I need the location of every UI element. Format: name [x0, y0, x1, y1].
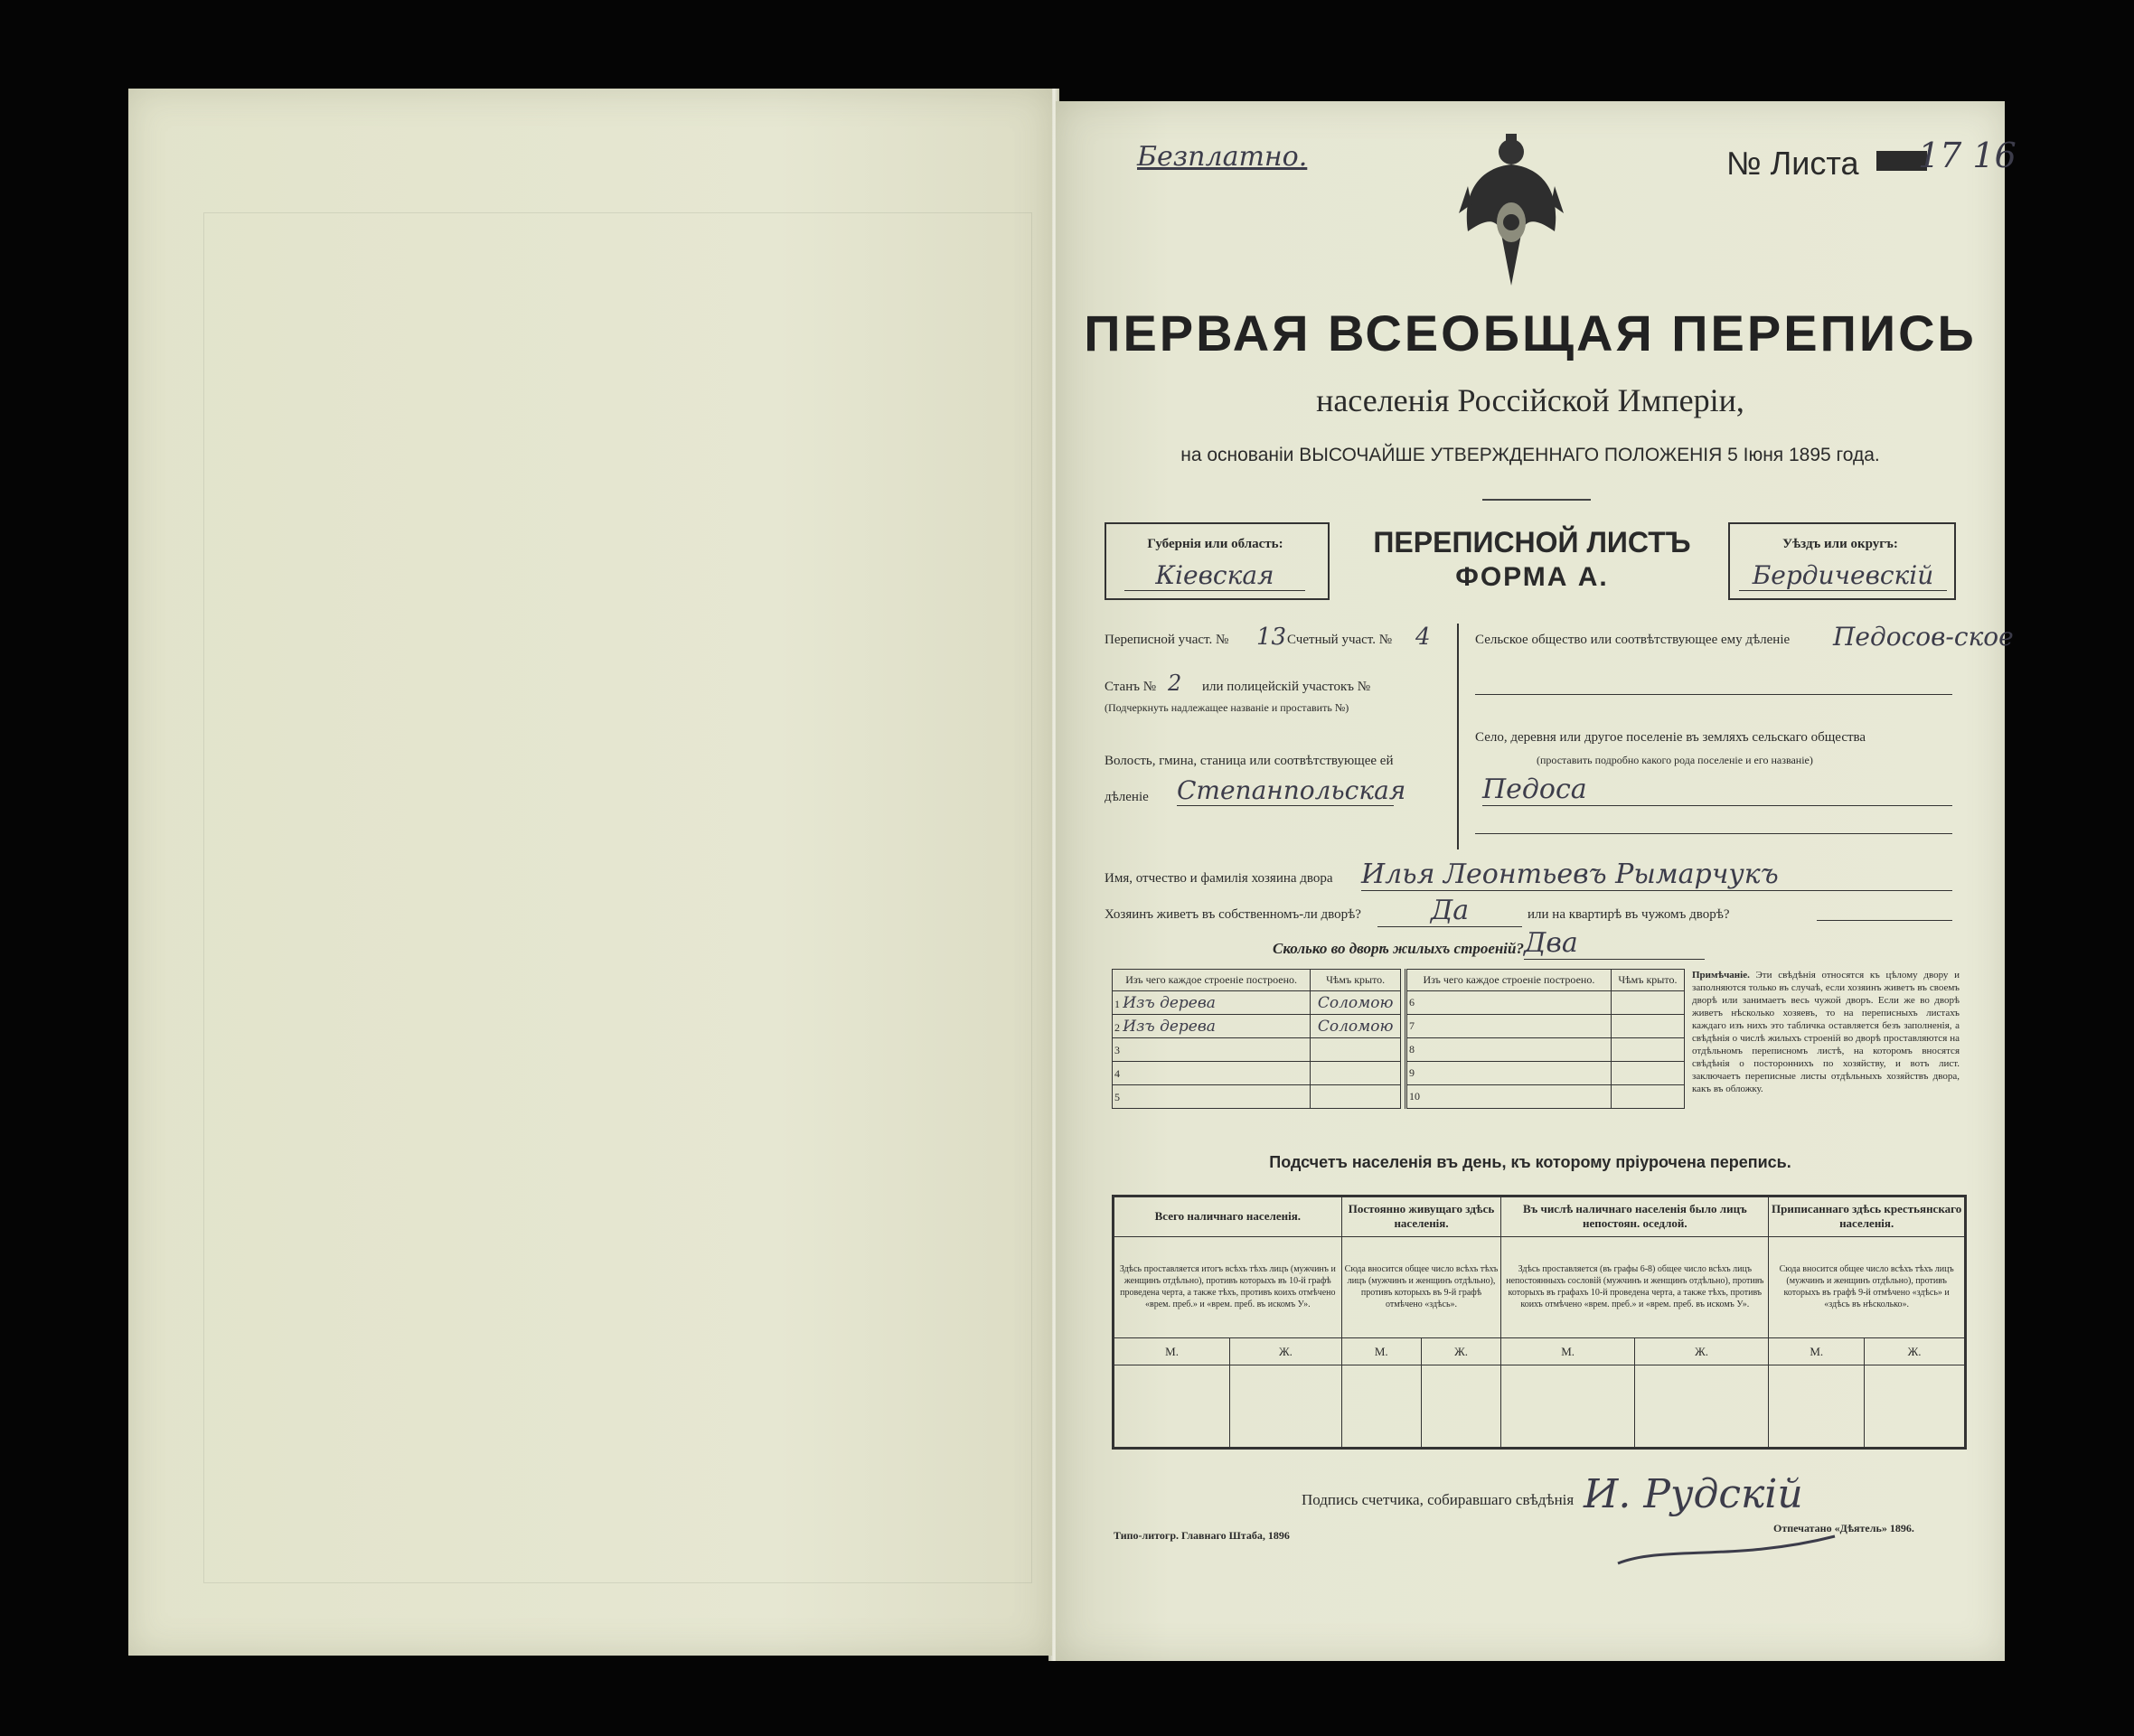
buildings-value: Два	[1524, 927, 1705, 960]
summary-col-head: Въ числѣ наличнаго населенія было лицъ непостоян. оседлой.	[1501, 1196, 1769, 1237]
counter-signature: И. Рудскій	[1584, 1471, 1803, 1517]
male-header: М.	[1341, 1337, 1421, 1365]
table-cell: Соломою	[1311, 1015, 1401, 1038]
table-cell	[1341, 1365, 1421, 1449]
buildings-table-right	[1405, 969, 1685, 1109]
buildings-label: Сколько во дворѣ жилыхъ строеній?	[1273, 940, 1524, 957]
rented-underline	[1817, 920, 1952, 921]
table-cell	[1230, 1365, 1342, 1449]
village-note: (проставить подробно какого рода поселеніе и его названіе)	[1537, 754, 1813, 766]
table-cell: Соломою	[1311, 991, 1401, 1015]
table-cell	[1611, 991, 1684, 1015]
printer-imprint-right: Отпечатано «Дѣятель» 1896.	[1773, 1522, 1914, 1534]
table-cell	[1311, 1085, 1401, 1109]
counting-section-value: 4	[1415, 624, 1431, 651]
form-basis-line: на основаніи ВЫСОЧАЙШЕ УТВЕРЖДЕННАГО ПОЛОЖЕНІЯ 5 Іюня 1895 года.	[1180, 445, 1880, 465]
note-block	[1692, 969, 1960, 1095]
imperial-eagle-emblem	[1459, 132, 1564, 289]
buildings-table-left	[1112, 969, 1401, 1109]
table-row: 8	[1406, 1038, 1612, 1062]
table-cell	[1634, 1365, 1768, 1449]
table-cell	[1611, 1085, 1684, 1109]
table-cell	[1114, 1365, 1230, 1449]
summary-col-desc: Сюда вносится общее число всѣхъ тѣхъ лицъ (мужчинъ и женщинъ отдѣльно), противъ которыхъ въ 9-й графѣ отмѣчено «здѣсь».	[1341, 1236, 1501, 1337]
table-cell	[1769, 1365, 1865, 1449]
summary-title: Подсчетъ населенія въ день, къ которому пріурочена перепись.	[1269, 1153, 1791, 1171]
rented-label: или на квартирѣ въ чужомъ дворѣ?	[1528, 907, 1730, 922]
table-cell	[1421, 1365, 1501, 1449]
province-value: Кіевская	[1124, 560, 1305, 591]
buildings-col-roof: Чѣмъ крыто.	[1611, 970, 1684, 991]
owner-value: Илья Леонтьевъ Рымарчукъ	[1361, 859, 1952, 891]
summary-col-head: Постоянно живущаго здѣсь населенія.	[1341, 1196, 1501, 1237]
table-row: 1 Изъ дерева	[1113, 991, 1311, 1015]
district-label: Уѣздъ или округъ:	[1782, 537, 1898, 551]
village-value: Педоса	[1482, 774, 1952, 806]
own-yard-label: Хозяинъ живетъ въ собственномъ-ли дворѣ?	[1105, 907, 1361, 922]
table-cell	[1311, 1062, 1401, 1085]
table-cell	[1501, 1365, 1635, 1449]
buildings-col-roof: Чѣмъ крыто.	[1311, 970, 1401, 991]
signature-label: Подпись счетчика, собиравшаго свѣдѣнія	[1302, 1491, 1575, 1508]
village-label: Село, деревня или другое поселеніе въ земляхъ сельскаго общества	[1475, 730, 1866, 745]
volost-value: Степанпольская	[1177, 775, 1406, 805]
summary-table	[1112, 1195, 1967, 1450]
form-main-title: ПЕРВАЯ ВСЕОБЩАЯ ПЕРЕПИСЬ	[1084, 305, 1977, 361]
owner-label: Имя, отчество и фамилія хозяина двора	[1105, 871, 1333, 886]
sheet-number-value: 17 16	[1918, 136, 2016, 175]
note-text: Эти свѣдѣнія относятся къ цѣлому двору и заполняются только въ случаѣ, если хозяинъ живетъ въ своемъ дворѣ или занимаетъ весь чужой дворъ. Если же во дворѣ живетъ нѣсколько хозяевъ, то на переписныхъ листахъ каждаго изъ нихъ это табличка оставляется безъ заполненія, а свѣдѣнія о числѣ жилыхъ строеній во дворѣ проставляются на отдѣльномъ переписномъ листѣ, на которомъ вносятся свѣдѣнія о постороннихъ по хозяйству, и вотъ лист. заключаетъ переписные листы отдѣльныхъ хозяйствъ двора, какъ въ обложку.	[1692, 970, 1960, 1094]
stan-note: (Подчеркнуть надлежащее названіе и проставить №)	[1105, 701, 1349, 714]
female-header: Ж.	[1865, 1337, 1966, 1365]
summary-col-head: Приписаннаго здѣсь крестьянскаго населенія.	[1769, 1196, 1966, 1237]
summary-col-desc: Здѣсь проставляется итогъ всѣхъ тѣхъ лицъ (мужчинъ и женщинъ отдѣльно), противъ которыхъ въ 10-й графѣ проведена черта, а также тѣхъ, противъ коихъ отмѣчено «врем. преб.» и «врем. преб. въ искомъ У».	[1114, 1236, 1342, 1337]
stan-value: 2	[1168, 671, 1182, 696]
sheet-number-label: № Листа	[1726, 145, 1859, 182]
table-row: 6	[1406, 991, 1612, 1015]
form-subtitle: населенія Россійской Имперіи,	[1316, 382, 1744, 418]
province-label: Губернія или область:	[1147, 537, 1283, 551]
printer-imprint-left: Типо-литогр. Главнаго Штаба, 1896	[1114, 1529, 1290, 1542]
own-yard-value: Да	[1377, 895, 1522, 927]
table-row: 9	[1406, 1062, 1612, 1085]
table-cell	[1611, 1015, 1684, 1038]
female-header: Ж.	[1230, 1337, 1342, 1365]
buildings-col-material: Изъ чего каждое строеніе построено.	[1113, 970, 1311, 991]
female-header: Ж.	[1421, 1337, 1501, 1365]
police-label: или полицейскій участокъ №	[1202, 680, 1371, 694]
society-label: Сельское общество или соотвѣтствующее ему дѣленіе	[1475, 633, 1791, 647]
table-row: 3	[1113, 1038, 1311, 1062]
male-header: М.	[1114, 1337, 1230, 1365]
table-cell	[1611, 1062, 1684, 1085]
male-header: М.	[1769, 1337, 1865, 1365]
form-name: ПЕРЕПИСНОЙ ЛИСТЪ	[1373, 526, 1691, 558]
society-underline	[1475, 694, 1952, 695]
table-cell	[1865, 1365, 1966, 1449]
counting-section-label: Счетный участ. №	[1287, 633, 1393, 647]
census-section-value: 13	[1256, 624, 1287, 651]
bleed-through-frame	[203, 212, 1032, 1583]
table-cell	[1611, 1038, 1684, 1062]
summary-col-desc: Здѣсь проставляется (въ графы 6-8) общее число всѣхъ лицъ непостоянныхъ сословій (мужчинъ и женщинъ отдѣльно), противъ которыхъ въ графахъ 10-й проведена черта, а также тѣхъ, противъ коихъ отмѣчено «врем. преб.» и «врем. преб. въ искомъ У».	[1501, 1236, 1769, 1337]
table-row: 5	[1113, 1085, 1311, 1109]
table-cell	[1311, 1038, 1401, 1062]
free-label: Безплатно.	[1137, 141, 1308, 173]
village-underline	[1475, 833, 1952, 834]
summary-col-head: Всего наличнаго населенія.	[1114, 1196, 1342, 1237]
society-value: Педосов-ское	[1833, 622, 2014, 652]
note-label: Примѣчаніе.	[1692, 970, 1750, 981]
table-row: 10	[1406, 1085, 1612, 1109]
field-divider	[1457, 624, 1459, 849]
male-header: М.	[1501, 1337, 1635, 1365]
title-divider	[1482, 499, 1591, 501]
summary-col-desc: Сюда вносится общее число всѣхъ тѣхъ лицъ (мужчинъ и женщинъ отдѣльно), противъ которыхъ въ графѣ 9-й отмѣчено «здѣсь» и «здѣсь въ нѣсколько».	[1769, 1236, 1966, 1337]
buildings-col-material: Изъ чего каждое строеніе построено.	[1406, 970, 1612, 991]
volost-label: Волость, гмина, станица или соотвѣтствующее ей дѣленіе	[1105, 754, 1394, 804]
form-label: ФОРМА А.	[1455, 562, 1609, 592]
table-row: 7	[1406, 1015, 1612, 1038]
table-row: 4	[1113, 1062, 1311, 1085]
stan-label: Станъ №	[1105, 680, 1157, 694]
table-row: 2 Изъ дерева	[1113, 1015, 1311, 1038]
census-section-label: Переписной участ. №	[1105, 633, 1229, 647]
district-value: Бердичевскій	[1739, 560, 1947, 591]
female-header: Ж.	[1634, 1337, 1768, 1365]
